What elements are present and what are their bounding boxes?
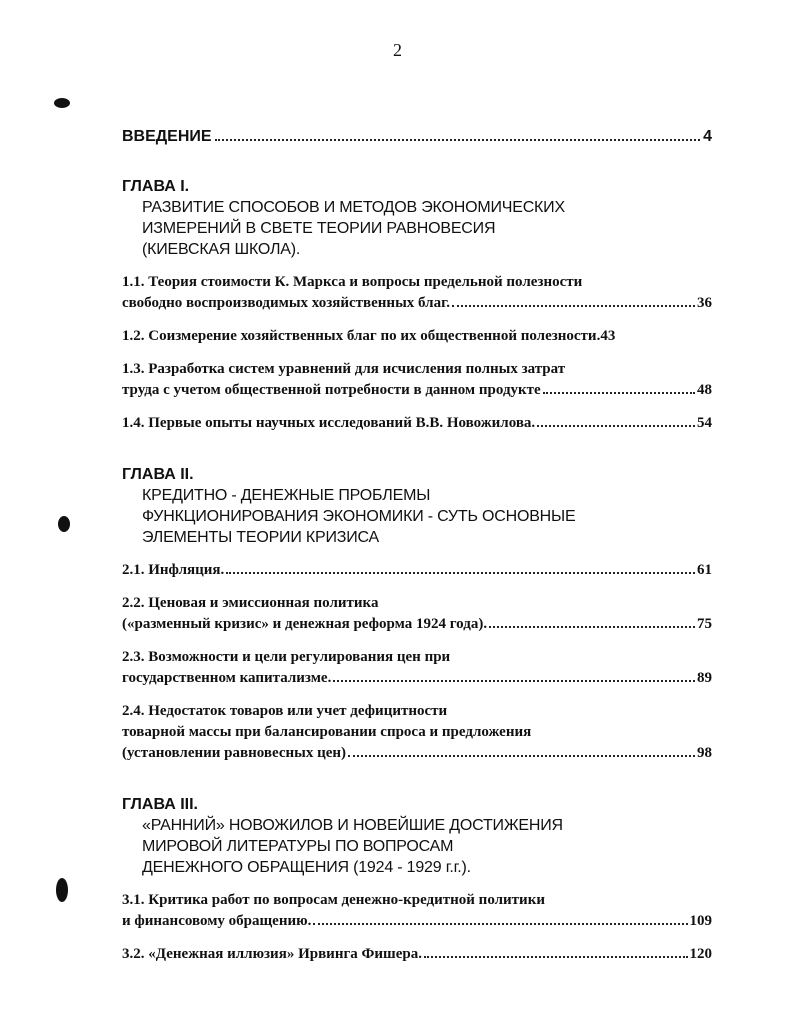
chapter-title-line: ДЕНЕЖНОГО ОБРАЩЕНИЯ (1924 - 1929 г.г.). bbox=[142, 859, 471, 876]
section-page-number: 75 bbox=[697, 616, 712, 632]
dot-leader bbox=[543, 392, 695, 394]
intro-page: 4 bbox=[703, 128, 712, 145]
chapter-title-line: «РАННИЙ» НОВОЖИЛОВ И НОВЕЙШИЕ ДОСТИЖЕНИЯ bbox=[142, 817, 563, 834]
section-page-number: 109 bbox=[689, 913, 712, 929]
dot-leader bbox=[226, 572, 695, 574]
chapter-title bbox=[142, 485, 712, 548]
chapter-label: ГЛАВА III. bbox=[122, 796, 198, 813]
section-page-number: 120 bbox=[689, 946, 712, 962]
chapter-block bbox=[122, 464, 712, 764]
chapter-block bbox=[122, 176, 712, 434]
section-title-line: 1.3. Разработка систем уравнений для исчисления полных затрат bbox=[122, 361, 566, 377]
toc-section-entry[interactable] bbox=[122, 359, 712, 401]
section-title-line: труда с учетом общественной потребности в данном продукте bbox=[122, 382, 541, 398]
chapter-title-line: ИЗМЕРЕНИЙ В СВЕТЕ ТЕОРИИ РАВНОВЕСИЯ bbox=[142, 220, 496, 237]
chapters-list bbox=[122, 176, 712, 965]
chapter-title-line: (КИЕВСКАЯ ШКОЛА). bbox=[142, 241, 301, 258]
dot-leader bbox=[537, 425, 695, 427]
section-title-line: и финансовому обращению. bbox=[122, 913, 312, 929]
section-page-number: 61 bbox=[697, 562, 712, 578]
section-page-number: 98 bbox=[697, 745, 712, 761]
toc-section-entry[interactable] bbox=[122, 272, 712, 314]
chapter-title bbox=[142, 197, 712, 260]
chapter-title bbox=[142, 815, 712, 878]
section-page-number: 48 bbox=[697, 382, 712, 398]
section-title-line: («разменный кризис» и денежная реформа 1924 года). bbox=[122, 616, 488, 632]
section-title-line: 1.4. Первые опыты научных исследований В.В. Новожилова. bbox=[122, 415, 536, 431]
dot-leader bbox=[215, 139, 701, 141]
toc-intro-entry[interactable] bbox=[122, 128, 712, 146]
dot-leader bbox=[348, 755, 695, 757]
section-title-line: 3.1. Критика работ по вопросам денежно-кредитной политики bbox=[122, 892, 545, 908]
section-title-line: 1.2. Соизмерение хозяйственных благ по их общественной полезности.43 bbox=[122, 328, 616, 344]
chapter-label: ГЛАВА II. bbox=[122, 466, 194, 483]
section-title-line: свободно воспроизводимых хозяйственных благ. bbox=[122, 295, 450, 311]
toc-section-entry[interactable] bbox=[122, 326, 712, 347]
section-page-number: 36 bbox=[697, 295, 712, 311]
chapter-title-line: ФУНКЦИОНИРОВАНИЯ ЭКОНОМИКИ - СУТЬ ОСНОВНЫЕ bbox=[142, 508, 576, 525]
dot-leader bbox=[313, 923, 687, 925]
section-title-line: 2.4. Недостаток товаров или учет дефицитности bbox=[122, 703, 448, 719]
toc-section-entry[interactable] bbox=[122, 701, 712, 764]
section-title-line: 2.2. Ценовая и эмиссионная политика bbox=[122, 595, 379, 611]
toc-section-entry[interactable] bbox=[122, 560, 712, 581]
chapter-title-line: ЭЛЕМЕНТЫ ТЕОРИИ КРИЗИСА bbox=[142, 529, 380, 546]
intro-label: ВВЕДЕНИЕ bbox=[122, 128, 212, 145]
page-number: 2 bbox=[393, 40, 402, 60]
section-page-number: 89 bbox=[697, 670, 712, 686]
table-of-contents bbox=[122, 128, 712, 965]
section-title-line: 2.1. Инфляция. bbox=[122, 562, 225, 578]
section-title-line: 2.3. Возможности и цели регулирования цен при bbox=[122, 649, 451, 665]
section-title-line: (установлении равновесных цен) bbox=[122, 745, 347, 761]
chapter-block bbox=[122, 794, 712, 965]
scan-speck bbox=[54, 98, 70, 108]
dot-leader bbox=[452, 305, 695, 307]
toc-section-entry[interactable] bbox=[122, 413, 712, 434]
chapter-label: ГЛАВА I. bbox=[122, 178, 190, 195]
scan-speck bbox=[56, 878, 68, 902]
dot-leader bbox=[489, 626, 695, 628]
section-title-line: 3.2. «Денежная иллюзия» Ирвинга Фишера. bbox=[122, 946, 422, 962]
toc-section-entry[interactable] bbox=[122, 890, 712, 932]
section-page-number: 54 bbox=[697, 415, 712, 431]
toc-section-entry[interactable] bbox=[122, 944, 712, 965]
toc-section-entry[interactable] bbox=[122, 647, 712, 689]
dot-leader bbox=[333, 680, 695, 682]
section-title-line: товарной массы при балансировании спроса и предложения bbox=[122, 724, 532, 740]
scan-speck bbox=[58, 516, 70, 532]
section-title-line: 1.1. Теория стоимости К. Маркса и вопросы предельной полезности bbox=[122, 274, 583, 290]
dot-leader bbox=[424, 956, 688, 958]
toc-section-entry[interactable] bbox=[122, 593, 712, 635]
chapter-title-line: МИРОВОЙ ЛИТЕРАТУРЫ ПО ВОПРОСАМ bbox=[142, 838, 454, 855]
chapter-title-line: РАЗВИТИЕ СПОСОБОВ И МЕТОДОВ ЭКОНОМИЧЕСКИХ bbox=[142, 199, 565, 216]
chapter-title-line: КРЕДИТНО - ДЕНЕЖНЫЕ ПРОБЛЕМЫ bbox=[142, 487, 431, 504]
section-title-line: государственном капитализме. bbox=[122, 670, 332, 686]
